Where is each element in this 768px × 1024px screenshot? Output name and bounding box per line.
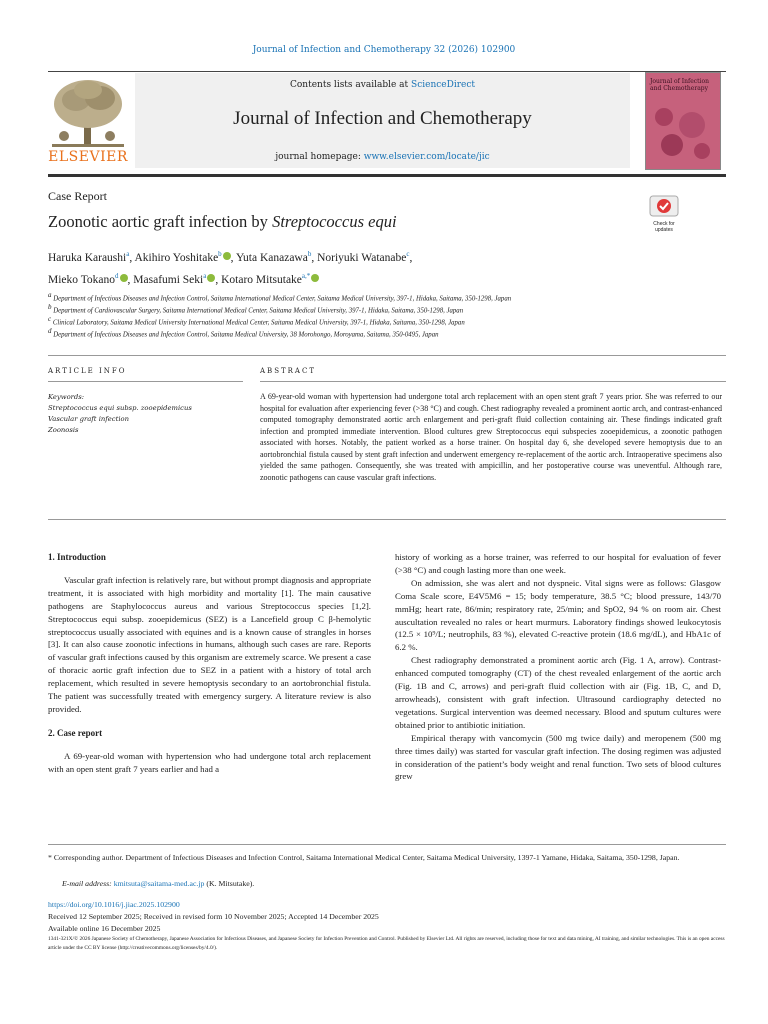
author-list <box>48 245 608 289</box>
author-name[interactable]: Noriyuki Watanabe <box>317 251 407 264</box>
sciencedirect-link[interactable]: ScienceDirect <box>411 80 475 90</box>
author-name[interactable]: Kotaro Mitsutake <box>221 273 302 286</box>
cover-title: Journal of Infection and Chemotherapy <box>650 78 709 92</box>
affiliation-item <box>48 326 728 340</box>
case-paragraph: Chest radiography demonstrated a prominent aortic arch (Fig. 1 A, arrow). Contrast-enhanced computed tomography (CT) of the chest revealed enlargement of the aortic arch (Fig. 1B and C, arrows) and peri-graft fluid collection with air (Fig. 1B, C, and D, arrowheads), consistent with graft infection. Ultrasound cardiography detected no vegetations. Surgical intervention was deemed necessary. Blood and sputum cultures were obtained prior to antibiotic initiation. <box>395 655 721 730</box>
available-online: Available online 16 December 2025 <box>48 924 161 933</box>
affiliation-marker[interactable]: c <box>406 250 410 258</box>
doi-link[interactable]: https://doi.org/10.1016/j.jiac.2025.102900 <box>48 900 180 909</box>
journal-citation[interactable]: Journal of Infection and Chemotherapy 32 (2026) 102900 <box>252 45 516 55</box>
abstract-bottom-rule <box>48 519 726 520</box>
affiliation-marker[interactable]: d <box>115 271 119 280</box>
author-name[interactable]: Mieko Tokano <box>48 273 116 286</box>
affiliation-marker[interactable]: b <box>218 250 222 258</box>
corresponding-author-note: * Corresponding author. Department of Infectious Diseases and Infection Control, Saitama International Medical Center, Saitama Medical University, 1397-1 Yamane, Hidaka, Saitama, 350-1298, Japan. <box>48 853 680 862</box>
affiliation-key: a <box>48 291 52 299</box>
introduction-paragraph: Vascular graft infection is relatively rare, but without prompt diagnosis and appropriate treatment, it is associated with high morbidity and mortality [1]. The main causative pathogens are Staphylococcus aureus and various Streptococcus species [1,2]. Streptococcus equi subsp. zooepidemicus (SEZ) is a Lancefield group C β-hemolytic streptococcus usually associated with equines and is a known cause of strangles in horses [3]. It can also cause zoonotic infections in humans, although such cases are rare. Reports of vascular graft infections caused by this organism are extremely scarce. We present a case of thoracic aortic graft infection due to SEZ in a patient with a history of total arch replacement, which resulted in severe hemoptysis secondary to an aortobronchial fistula. The patient was successfully treated with emergency surgery. A literature review is also provided. <box>48 574 371 714</box>
journal-cover-thumbnail[interactable] <box>645 72 721 170</box>
author-separator: , <box>215 273 222 286</box>
orcid-icon[interactable] <box>223 252 231 260</box>
affiliation-key: d <box>48 327 52 335</box>
cover-pattern <box>650 103 716 163</box>
header-bottom-rule <box>48 174 726 177</box>
affiliation-marker[interactable]: b <box>307 250 312 258</box>
orcid-icon[interactable] <box>311 274 319 282</box>
contents-availability: Contents lists available at ScienceDirect <box>290 80 475 90</box>
affiliation-key: b <box>48 303 52 311</box>
article-info-heading: ARTICLE INFO <box>48 367 127 375</box>
author-name[interactable]: Haruka Karaushi <box>48 251 127 264</box>
check-updates-icon <box>648 195 680 217</box>
keywords-label: Keywords: <box>48 393 85 401</box>
author-separator: , <box>127 273 134 286</box>
article-type: Case Report <box>48 189 107 203</box>
affiliation-text: Department of Infectious Diseases and Infection Control, Saitama International Medical Center, Saitama Medical University, 397-1, Hidaka, Saitama, 350-1298, Japan <box>53 295 512 303</box>
case-report-heading: 2. Case report <box>48 727 103 738</box>
article-info-rule <box>48 381 243 382</box>
case-report-paragraph: A 69-year-old woman with hypertension who had undergone total arch replacement with an open stent graft 7 years earlier and had a <box>48 750 371 774</box>
author-name[interactable]: Akihiro Yoshitake <box>134 251 219 264</box>
journal-title: Journal of Infection and Chemotherapy <box>233 108 532 129</box>
footnote-divider <box>48 844 726 845</box>
case-paragraph: history of working as a horse trainer, was referred to our hospital for evaluation of fever (>38 °C) and cough lasting more than one week. <box>395 552 721 575</box>
homepage-link[interactable]: www.elsevier.com/locate/jic <box>363 152 490 162</box>
introduction-heading: 1. Introduction <box>48 552 106 562</box>
author-name[interactable]: Masafumi Seki <box>133 273 204 286</box>
orcid-icon[interactable] <box>120 274 128 282</box>
author-separator: , <box>230 251 236 264</box>
case-paragraph: On admission, she was alert and not dyspneic. Vital signs were as follows: Glasgow Coma Scale score, E4V5M6 = 15; body temperature, 38.5 °C; blood pressure, 143/70 mmHg; heart rate, 86/min; respiratory rate, 25/min; and SpO2, 94 % on room air. Chest auscultation revealed no rales or heart murmurs. Laboratory findings showed leukocytosis (12.5 × 10⁹/L; neutrophils, 83 %), elevated C-reactive protein (18.6 mg/dL), and HbA1c of 6.2 %. <box>395 577 721 653</box>
author-separator: , <box>129 251 135 264</box>
affiliation-text: Department of Cardiovascular Surgery, Saitama International Medical Center, Saitama Medical University, 397-1, Hidaka, Saitama, 350-1298, Japan <box>53 307 464 315</box>
received-dates: Received 12 September 2025; Received in revised form 10 November 2025; Accepted 14 December 2025 <box>48 912 379 921</box>
right-column <box>395 551 721 783</box>
affiliation-text: Department of Infectious Diseases and Infection Control, Saitama Medical University, 38 Morohongo, Moroyama, Saitama, 350-0495, Japan <box>53 331 439 339</box>
copyright-notice: 1341-321X/© 2026 Japanese Society of Chemotherapy, Japanese Association for Infectious Diseases, and Japanese Society for Infection Prevention and Control. Published by Elsevier Ltd. All rights are reserved, including those for text and data mining, AI training, and similar technologies. This is an open access article under the CC BY license (http://creativecommons.org/licenses/by/4.0/). <box>48 936 725 951</box>
header-top-rule <box>48 71 726 72</box>
affiliation-marker[interactable]: a <box>126 250 130 258</box>
affiliation-text: Clinical Laboratory, Saitama Medical University International Medical Center, Saitama Medical University, 397-1, Hidaka, Saitama, 350-1298, Japan <box>52 319 465 327</box>
affiliation-key: c <box>48 315 52 323</box>
elsevier-logo <box>48 74 128 166</box>
case-paragraph: Empirical therapy with vancomycin (500 mg twice daily) and meropenem (500 mg three times daily) was started for vascular graft infection. The dosing regimen was adjusted in consideration of the patient’s body weight and renal function. Two sets of blood cultures grew <box>395 732 721 782</box>
keyword-item: Vascular graft infection <box>48 415 129 423</box>
email-line: E-mail address: kmitsuta@saitama-med.ac.jp (K. Mitsutake). <box>62 879 255 888</box>
author-name[interactable]: Yuta Kanazawa <box>236 251 308 264</box>
author-separator: , <box>311 251 318 264</box>
affiliation-divider <box>48 355 726 356</box>
journal-homepage: journal homepage: www.elsevier.com/locate/jic <box>275 152 490 162</box>
keyword-item: Zoonosis <box>48 426 79 434</box>
check-updates-label: Check for updates <box>653 221 675 233</box>
article-title: Zoonotic aortic graft infection by Streptococcus equi <box>48 212 397 231</box>
keyword-item: Streptococcus equi subsp. zooepidemicus <box>48 404 192 412</box>
email-link[interactable]: kmitsuta@saitama-med.ac.jp <box>113 879 205 888</box>
affiliation-marker[interactable]: a,* <box>301 271 311 280</box>
author-separator: , <box>409 251 413 264</box>
abstract-text: A 69-year-old woman with hypertension had undergone total arch replacement with an open stent graft 7 years prior. She was referred to our hospital for evaluation after experiencing fever (>38 °C) and cough. Chest radiography revealed a prominent aortic arch, and contrast-enhanced computed tomography demonstrated aortic arch enlargement and peri-graft fluid collection containing air. These findings indicated graft infection and prompted immediate intervention. Blood cultures grew Streptococcus equi subspecies zooepidemicus, a zoonotic pathogen associated with horses. Notably, the patient worked as a horse trainer. On hospital day 6, she developed severe hemoptysis due to an aortobronchial fistula caused by stent graft infection and underwent emergency re-replacement of the aortic arch. Intraoperative specimens also yielded the same pathogen. Consequently, she was treated with ampicillin, and her postoperative course was uneventful. Although rare, zoonotic pathogens can cause vascular graft infections. <box>260 392 722 482</box>
abstract-rule <box>260 381 726 382</box>
left-column <box>48 551 371 776</box>
check-for-updates-badge[interactable] <box>648 195 680 233</box>
publisher-name: ELSEVIER <box>48 149 128 165</box>
affiliation-marker[interactable]: a <box>203 271 207 280</box>
abstract-heading: ABSTRACT <box>260 367 317 375</box>
